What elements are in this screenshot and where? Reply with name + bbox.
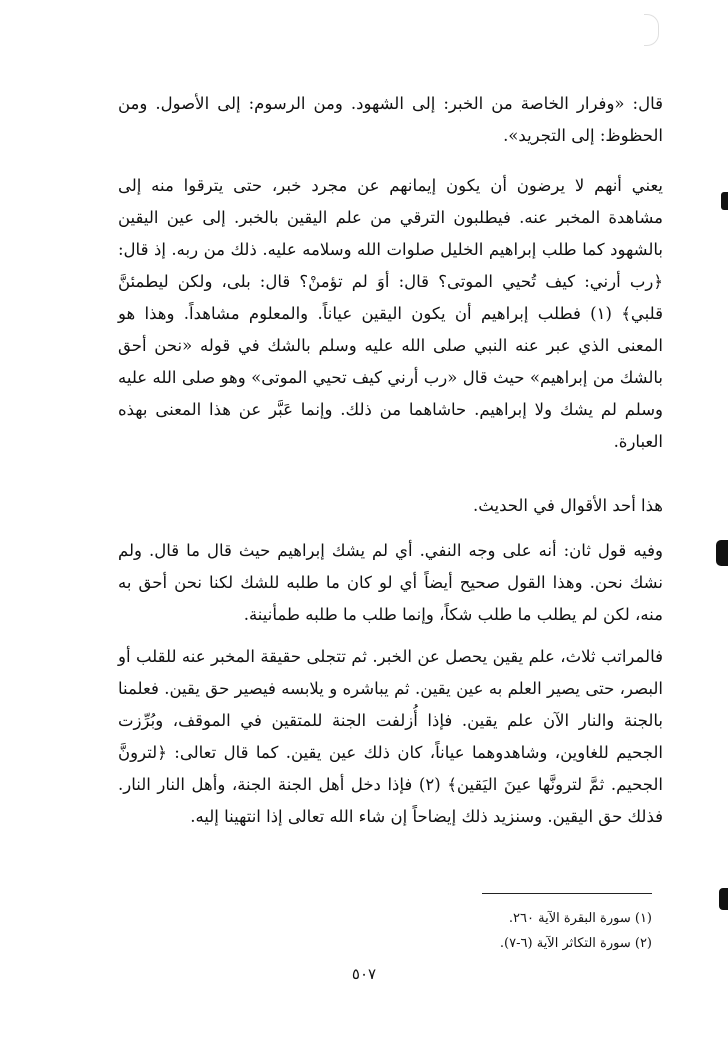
page-number: ٥٠٧ [351,965,377,983]
scan-edge-mark [719,888,728,910]
footnote-1: (١) سورة البقرة الآية ٢٦٠. [508,911,652,926]
footnote-2: (٢) سورة التكاثر الآية (٦-٧). [499,936,652,951]
footnote-divider [482,893,652,894]
paragraph-quote: قال: «وفرار الخاصة من الخبر: إلى الشهود. ومن الرسوم: إلى الأصول. ومن الحظوظ: إلى التجريد». [118,94,663,145]
scan-edge-mark [716,540,728,566]
paragraph-second-opinion: وفيه قول ثان: أنه على وجه النفي. أي لم يشك إبراهيم حيث قال ما قال. ولم نشك نحن. وهذا القول صحيح أيضاً أي لو كان ما طلبه للشك لكنا نحن أحق به منه، لكن لم يطلب ما طلب شكاً، وإنما طلب ما طلبه طمأنينة. [118,541,663,624]
scan-edge-mark [721,192,728,210]
scan-corner-mark [644,14,659,46]
paragraph-levels: فالمراتب ثلاث، علم يقين يحصل عن الخبر. ثم تتجلى حقيقة المخبر عنه للقلب أو البصر، حتى يصير العلم به عين يقين. ثم يباشره و يلابسه فيصير حق يقين. فعلمنا بالجنة والنار الآن علم يقين. فإذا أُزلفت الجنة للمتقين في الموقف، وبُرِّزت الجحيم للغاوين، وشاهدوهما عياناً، كان ذلك عين يقين. كما قال تعالى: ﴿لترونَّ الجحيم. ثمَّ لترونَّها عينَ اليَقين﴾ (٢) فإذا دخل أهل الجنة الجنة، وأهل النار النار. فذلك حق اليقين. وسنزيد ذلك إيضاحاً إن شاء الله تعالى إذا انتهينا إليه. [118,647,664,826]
paragraph-commentary: يعني أنهم لا يرضون أن يكون إيمانهم عن مجرد خبر، حتى يترقوا منه إلى مشاهدة المخبر عنه. فيطلبون الترقي من علم اليقين بالخبر. إلى عين اليقين بالشهود كما طلب إبراهيم الخليل صلوات الله وسلامه عليه. ذلك من ربه. إذ قال: ﴿رب أرني: كيف تُحيي الموتى؟ قال: أوَ لم تؤمنْ؟ قال: بلى، ولكن ليطمئنَّ قلبي﴾ (١) فطلب إبراهيم أن يكون اليقين عياناً. والمعلوم مشاهداً. وهذا هو المعنى الذي عبر عنه النبي صلى الله عليه وسلم بالشك في قوله «نحن أحق بالشك من إبراهيم» حيث قال «رب أرني كيف تحيي الموتى» وهو صلى الله عليه وسلم لم يشك ولا إبراهيم. حاشاهما من ذلك. وإنما عَبَّر عن هذا المعنى بهذه العبارة. [118,176,663,451]
paragraph-hadith-note: هذا أحد الأقوال في الحديث. [473,496,663,515]
footnotes [300,906,652,956]
